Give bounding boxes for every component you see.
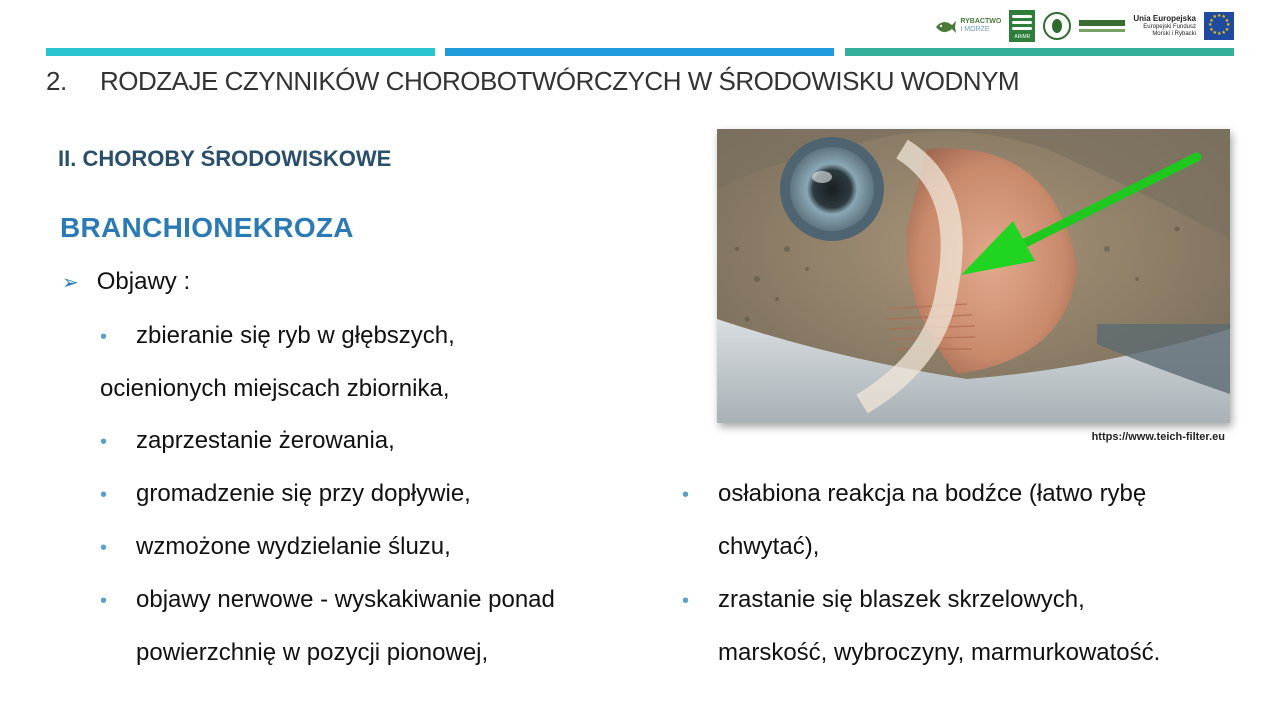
bullet-icon: • [100,590,108,612]
arrow-bullet-icon: ➢ [62,271,79,294]
prow-emblem-icon [1043,12,1071,40]
fish-logo-icon [935,15,957,37]
eu-fund-line1: Europejski Fundusz [1143,24,1196,30]
eu-star-icon: ★ [1209,17,1214,24]
list-item: zbieranie się ryb w głębszych, [136,322,455,349]
fish-gill-photo-icon [717,129,1230,423]
header-bar-blue [445,48,834,56]
image-source-caption: https://www.teich-filter.eu [1091,431,1225,443]
header-logos [935,8,1234,44]
arimr-logo [1009,10,1035,42]
eu-star-icon: ★ [1221,14,1226,21]
eu-star-icon: ★ [1209,26,1214,33]
bullet-icon: • [682,590,690,612]
fish-gill-photo [717,129,1230,423]
list-item: gromadzenie się przy dopływie, [136,480,471,507]
list-item: objawy nerwowe - wyskakiwanie ponad [136,586,555,613]
section-subtitle: II. CHOROBY ŚRODOWISKOWE [58,146,392,171]
list-item: zaprzestanie żerowania, [136,427,395,454]
eu-star-icon: ★ [1224,17,1230,24]
eu-star-icon: ★ [1226,22,1231,28]
eu-star-icon: ★ [1224,26,1230,33]
symptoms-label-text: Objawy : [96,268,191,295]
eu-star-icon: ★ [1217,31,1222,37]
eu-star-icon: ★ [1208,22,1213,28]
list-item: chwytać), [718,533,820,560]
eu-star-icon: ★ [1221,29,1226,36]
eu-text [1133,14,1196,38]
eu-star-icon: ★ [1217,13,1222,19]
slide-title [46,66,1019,97]
eu-star-icon: ★ [1212,14,1217,21]
list-item: marskość, wybroczyny, marmurkowatość. [718,639,1161,666]
eu-name: Unia Europejska [1133,14,1196,23]
prow-logo-bars [1079,20,1125,32]
disease-heading: BRANCHIONEKROZA [60,212,354,243]
eu-flag-icon [1204,12,1234,40]
rybactwo-logo [935,15,1001,37]
symptoms-label [62,268,190,296]
header-bar-green [845,48,1234,56]
list-item: ocienionych miejscach zbiornika, [100,375,450,402]
slide-number: 2. [46,66,67,96]
bullet-icon: • [100,484,108,506]
eu-star-icon: ★ [1212,29,1217,36]
list-item: osłabiona reakcja na bodźce (łatwo rybę [718,480,1147,507]
eu-fund-line2: Morski i Rybacki [1152,31,1196,37]
bullet-icon: • [100,431,108,453]
rybactwo-logo-line1: RYBACTWO [960,18,1002,25]
bullet-icon: • [100,537,108,559]
list-item: powierzchnię w pozycji pionowej, [136,639,489,666]
slide-title-text: RODZAJE CZYNNIKÓW CHOROBOTWÓRCZYCH W ŚRODOWISKU WODNYM [100,66,1020,96]
list-item: zrastanie się blaszek skrzelowych, [718,586,1085,613]
bullet-icon: • [682,484,690,506]
rybactwo-logo-line2: I MORZE [960,26,990,33]
list-item: wzmożone wydzielanie śluzu, [136,533,451,560]
bullet-icon: • [100,326,108,348]
header-bar-teal [46,48,435,56]
arimr-logo-text: ARiMR [1014,34,1031,40]
